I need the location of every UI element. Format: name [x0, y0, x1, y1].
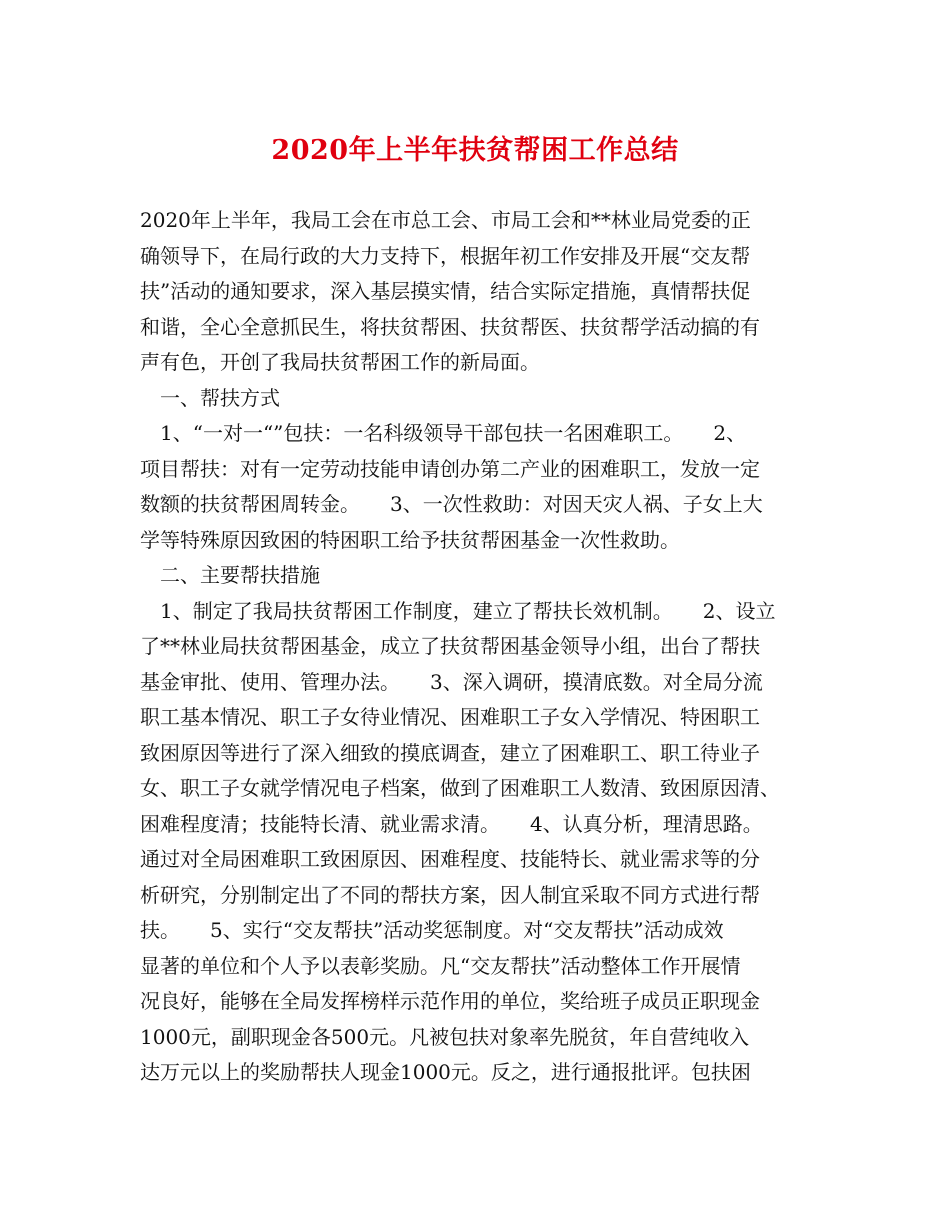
body-line: 和谐，全心全意抓民生，将扶贫帮困、扶贫帮医、扶贫帮学活动搞的有 — [140, 314, 760, 339]
body-line: 项目帮扶：对有一定劳动技能申请创办第二产业的困难职工，发放一定 — [140, 456, 760, 481]
document-title: 2020年上半年扶贫帮困工作总结 — [271, 135, 679, 166]
body-line: 数额的扶贫帮困周转金。 3、一次性救助：对因天灾人祸、子女上大 — [140, 492, 763, 516]
body-line: 1000元，副职现金各500元。凡被包扶对象率先脱贫，年自营纯收入 — [140, 1024, 750, 1049]
body-line: 析研究，分别制定出了不同的帮扶方案，因人制宜采取不同方式进行帮 — [140, 882, 760, 907]
body-line: 2020年上半年，我局工会在市总工会、市局工会和**林业局党委的正 — [140, 208, 751, 232]
body-line: 确领导下，在局行政的大力支持下，根据年初工作安排及开展“交友帮 — [140, 243, 751, 268]
body-line: 显著的单位和个人予以表彰奖励。凡“交友帮扶”活动整体工作开展情 — [140, 953, 741, 978]
body-line: 1、制定了我局扶贫帮困工作制度，建立了帮扶长效机制。 2、设立 — [140, 598, 776, 623]
body-line: 扶。 5、实行“交友帮扶”活动奖惩制度。对“交友帮扶”活动成效 — [140, 918, 724, 942]
body-line: 扶”活动的通知要求，深入基层摸实情，结合实际定措施，真情帮扶促 — [140, 279, 751, 303]
section-heading-1: 一、帮扶方式 — [140, 385, 280, 410]
body-line: 了**林业局扶贫帮困基金，成立了扶贫帮困基金领导小组，出台了帮扶 — [140, 634, 760, 658]
body-line: 1、“一对一“”包扶：一名科级领导干部包扶一名困难职工。 2、 — [140, 421, 747, 445]
body-line: 声有色，开创了我局扶贫帮困工作的新局面。 — [140, 350, 540, 374]
document-body — [140, 203, 820, 1091]
section-heading-2: 二、主要帮扶措施 — [140, 563, 320, 587]
body-line: 致困原因等进行了深入细致的摸底调查，建立了困难职工、职工待业子 — [140, 740, 760, 765]
body-line: 基金审批、使用、管理办法。 3、深入调研，摸清底数。对全局分流 — [140, 669, 763, 694]
body-line: 通过对全局困难职工致困原因、困难程度、技能特长、就业需求等的分 — [140, 847, 760, 871]
body-line: 达万元以上的奖励帮扶人现金1000元。反之，进行通报批评。包扶困 — [140, 1060, 751, 1084]
body-line: 学等特殊原因致困的特困职工给予扶贫帮困基金一次性救助。 — [140, 527, 680, 552]
body-line: 困难程度清；技能特长清、就业需求清。 4、认真分析，理清思路。 — [140, 811, 763, 836]
body-line: 女、职工子女就学情况电子档案，做到了困难职工人数清、致困原因清、 — [140, 776, 780, 800]
body-line: 况良好，能够在全局发挥榜样示范作用的单位，奖给班子成员正职现金 — [140, 989, 760, 1013]
body-line: 职工基本情况、职工子女待业情况、困难职工子女入学情况、特困职工 — [140, 705, 760, 729]
